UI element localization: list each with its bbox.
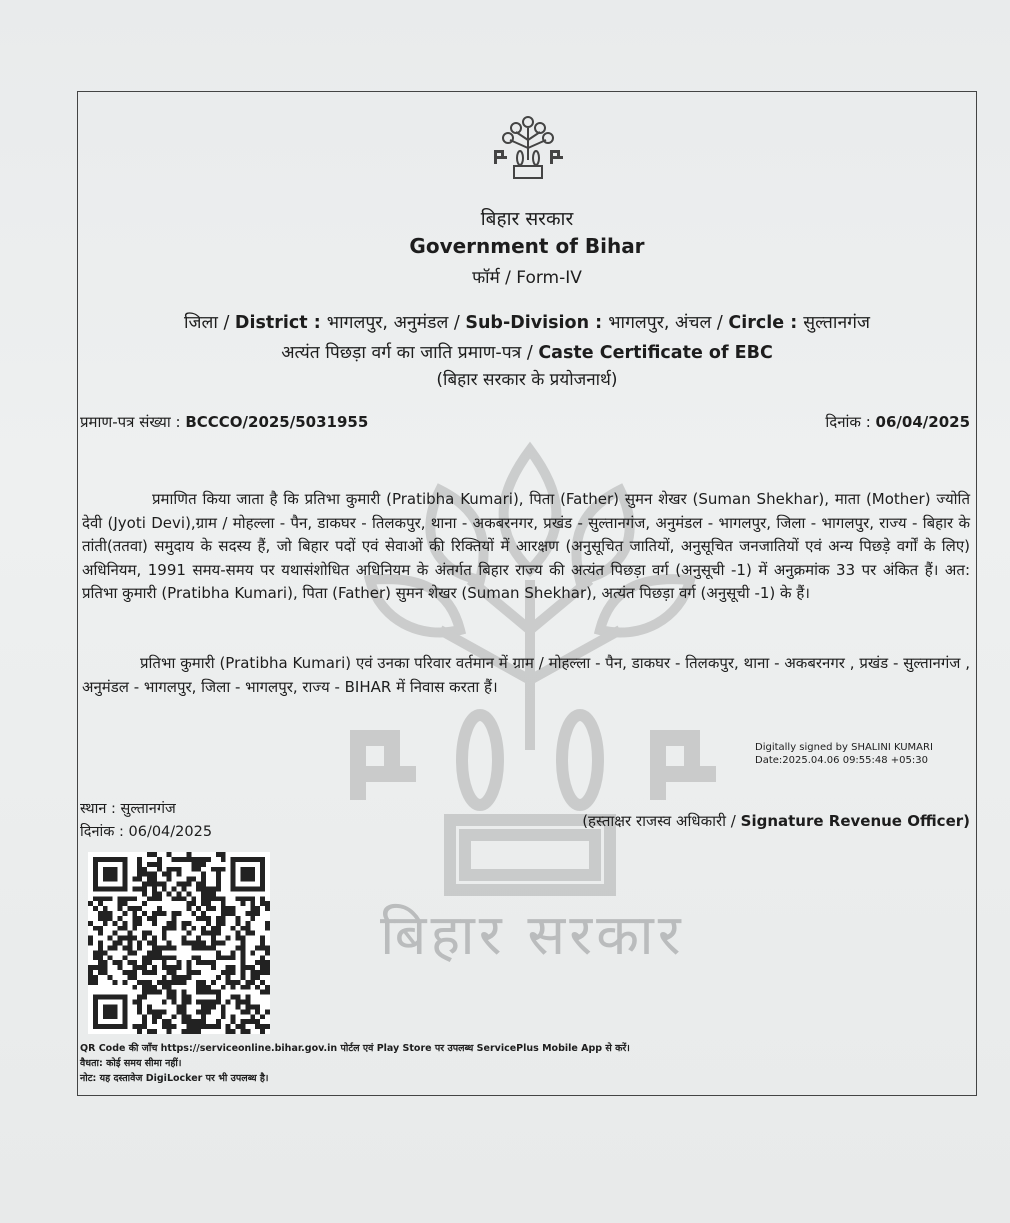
certificate-number-label: प्रमाण-पत्र संख्या : xyxy=(80,413,186,431)
location-line xyxy=(77,310,977,334)
digital-signature-info xyxy=(755,741,933,767)
certificate-date-label: दिनांक : xyxy=(825,413,876,431)
signature-label-english: Signature Revenue Officer) xyxy=(740,812,970,830)
district-value: भागलपुर, xyxy=(326,313,394,333)
circle-value: सुल्तानगंज xyxy=(803,313,870,333)
subdivision-label: Sub-Division : xyxy=(465,313,609,333)
district-label: District : xyxy=(234,313,327,333)
digital-signature-date: Date:2025.04.06 09:55:48 +05:30 xyxy=(755,755,928,766)
digital-signature-signer: Digitally signed by SHALINI KUMARI xyxy=(755,742,933,753)
issue-date: दिनांक : 06/04/2025 xyxy=(80,824,213,840)
gov-title-hindi: बिहार सरकार xyxy=(480,208,574,230)
watermark-text: बिहार सरकार xyxy=(380,903,685,968)
certificate-number xyxy=(80,412,368,432)
form-prefix: फॉर्म / xyxy=(472,268,517,288)
form-title xyxy=(77,265,977,288)
signature-label xyxy=(582,811,970,831)
form-name: Form-IV xyxy=(516,268,582,288)
subdivision-value: भागलपुर, xyxy=(608,313,676,333)
circle-prefix: अंचल / xyxy=(675,313,729,333)
certificate-date xyxy=(825,412,970,432)
certification-paragraph: प्रमाणित किया जाता है कि प्रतिभा कुमारी (Pratibha Kumari), पिता (Father) सुमन शेखर (Suman Shekhar), माता (Mother) ज्योति देवी (Jyoti Devi),ग्राम / मोहल्ला - पैन, डाकघर - तिलकपुर, थाना - अकबरनगर, प्रखंड - सुल्तानगंज, अनुमंडल - भागलपुर, जिला - भागलपुर, राज्य - बिहार के तांती(ततवा) समुदाय के सदस्य हैं, जो बिहार पदों एवं सेवाओं की रिक्तियों में आरक्षण (अनुसूचित जातियों, अनुसूचित जनजातियों एवं अन्य पिछड़े वर्गों के लिए) अधिनियम, 1991 समय-समय पर यथासंशोधित अधिनियम के अंतर्गत बिहार राज्य की अत्यंत पिछड़ा वर्ग (अनुसूची -1) में अनुक्रमांक 33 पर अंकित हैं। अत: प्रतिभा कुमारी (Pratibha Kumari), पिता (Father) सुमन शेखर (Suman Shekhar), अत्यंत पिछड़ा वर्ग (अनुसूची -1) के हैं। xyxy=(82,490,970,602)
issue-place: स्थान : सुल्तानगंज xyxy=(80,801,176,817)
qr-code-icon[interactable] xyxy=(88,852,270,1034)
certificate-purpose: (बिहार सरकार के प्रयोजनार्थ) xyxy=(436,370,618,390)
signature-label-hindi: (हस्ताक्षर राजस्व अधिकारी / xyxy=(582,812,741,830)
subdivision-prefix: अनुमंडल / xyxy=(393,313,466,333)
footer-qr-note: QR Code की जाँच https://serviceonline.bihar.gov.in पोर्टल एवं Play Store पर उपलब्ध ServicePlus Mobile App से करें। xyxy=(80,1043,630,1054)
certificate-number-value: BCCCO/2025/5031955 xyxy=(185,413,369,431)
circle-label: Circle : xyxy=(728,313,804,333)
issue-details xyxy=(80,798,212,844)
certificate-title-hindi: अत्यंत पिछड़ा वर्ग का जाति प्रमाण-पत्र / xyxy=(281,343,539,363)
footer-digilocker-note: नोट: यह दस्तावेज DigiLocker पर भी उपलब्ध है। xyxy=(80,1073,269,1084)
residence-paragraph: प्रतिभा कुमारी (Pratibha Kumari) एवं उनका परिवार वर्तमान में ग्राम / मोहल्ला - पैन, डाकघर - तिलकपुर, थाना - अकबरनगर , प्रखंड - सुल्तानगंज , अनुमंडल - भागलपुर, जिला - भागलपुर, राज्य - BIHAR में निवास करता हैं। xyxy=(82,654,970,696)
district-prefix: जिला / xyxy=(183,313,235,333)
bihar-emblem-icon xyxy=(488,110,568,190)
certificate-title-english: Caste Certificate of EBC xyxy=(538,343,773,363)
footer-validity-note: वैधता: कोई समय सीमा नहीं। xyxy=(80,1058,182,1069)
certificate-date-value: 06/04/2025 xyxy=(875,413,970,431)
gov-title-english: Government of Bihar xyxy=(409,234,645,258)
certificate-title xyxy=(77,340,977,364)
footer-notes xyxy=(80,1041,630,1086)
